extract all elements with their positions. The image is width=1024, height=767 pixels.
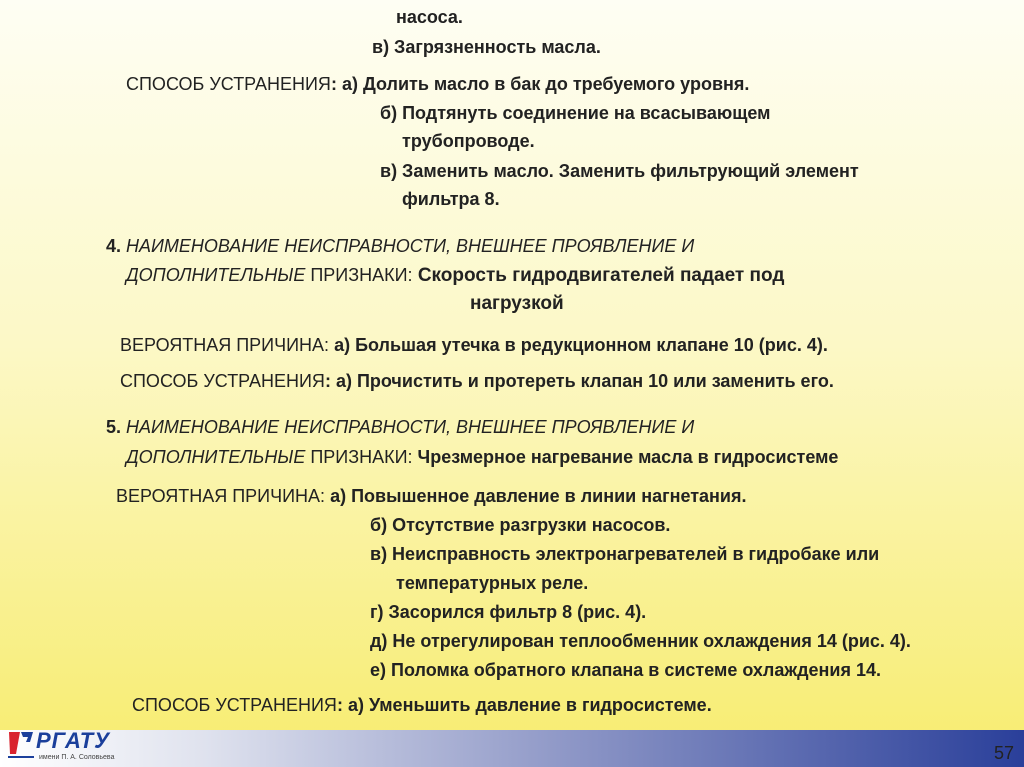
item4-cause [120, 334, 828, 356]
item5-heading-line2 [126, 446, 838, 468]
item4-symptom: Скорость гидродвигателей падает под [412, 265, 785, 286]
item5-cause-d: г) Засорился фильтр 8 (рис. 4). [370, 602, 647, 622]
page-number: 57 [993, 743, 1014, 763]
logo-text: РГАТУ [36, 728, 111, 753]
rgatu-emblem-icon [6, 728, 36, 760]
item5-remedy-text: а) Уменьшить давление в гидросистеме. [342, 695, 712, 715]
item5-symptom: Чрезмерное нагревание масла в гидросистеме [412, 447, 839, 467]
item5-remedy-colon: : [336, 695, 343, 715]
item5-remedy-label: СПОСОБ УСТРАНЕНИЯ [132, 695, 337, 715]
item5-cause-b: б) Отсутствие разгрузки насосов. [370, 515, 671, 535]
item5-cause [116, 485, 747, 507]
remedy-b-cont: трубопроводе. [402, 131, 535, 151]
item4-heading-line2 [126, 264, 784, 287]
item5-remedy [132, 694, 712, 716]
item4-number: 4. [106, 236, 122, 256]
item4-additional: ДОПОЛНИТЕЛЬНЫЕ [126, 265, 306, 285]
item5-cause-c: в) Неисправность электронагревателей в гидробаке или [370, 544, 880, 564]
remedy-line [126, 73, 749, 95]
continuation-line-pump: насоса. [396, 7, 463, 27]
logo-subtitle: имени П. А. Соловьева [39, 754, 115, 761]
item5-signs: ПРИЗНАКИ: [305, 447, 413, 467]
item5-heading-text: НАИМЕНОВАНИЕ НЕИСПРАВНОСТИ, ВНЕШНЕЕ ПРОЯВЛЕНИЕ И [121, 417, 695, 437]
cause-oil-contamination: в) Загрязненность масла. [372, 37, 601, 57]
item4-remedy-colon: : [324, 371, 331, 391]
item5-cause-c-cont: температурных реле. [396, 573, 589, 593]
item4-remedy-text: а) Прочистить и протереть клапан 10 или заменить его. [330, 371, 834, 391]
item4-cause-text: а) Большая утечка в редукционном клапане 10 (рис. 4). [329, 335, 828, 355]
remedy-label: СПОСОБ УСТРАНЕНИЯ [126, 74, 331, 94]
rgatu-logo [6, 728, 124, 764]
item4-symptom-cont: нагрузкой [470, 293, 564, 314]
item5-cause-a: а) Повышенное давление в линии нагнетания. [325, 486, 747, 506]
item5-number: 5. [106, 417, 122, 437]
footer-bar [0, 730, 1024, 767]
item4-signs: ПРИЗНАКИ: [305, 265, 413, 285]
item5-heading [106, 416, 694, 438]
remedy-colon: : [330, 74, 337, 94]
remedy-b: б) Подтянуть соединение на всасывающем [380, 103, 771, 123]
remedy-a: а) Долить масло в бак до требуемого уровня. [336, 74, 750, 94]
remedy-c-cont: фильтра 8. [402, 189, 500, 209]
item4-cause-label: ВЕРОЯТНАЯ ПРИЧИНА: [120, 335, 330, 355]
item4-remedy-label: СПОСОБ УСТРАНЕНИЯ [120, 371, 325, 391]
item4-heading-text: НАИМЕНОВАНИЕ НЕИСПРАВНОСТИ, ВНЕШНЕЕ ПРОЯВЛЕНИЕ И [121, 236, 695, 256]
item5-cause-e: д) Не отрегулирован теплообменник охлаждения 14 (рис. 4). [370, 631, 911, 651]
item5-cause-f: е) Поломка обратного клапана в системе охлаждения 14. [370, 660, 882, 680]
item4-heading [106, 235, 694, 257]
remedy-c: в) Заменить масло. Заменить фильтрующий элемент [380, 161, 859, 181]
item4-remedy [120, 370, 834, 392]
item5-additional: ДОПОЛНИТЕЛЬНЫЕ [126, 447, 306, 467]
item5-cause-label: ВЕРОЯТНАЯ ПРИЧИНА: [116, 486, 326, 506]
